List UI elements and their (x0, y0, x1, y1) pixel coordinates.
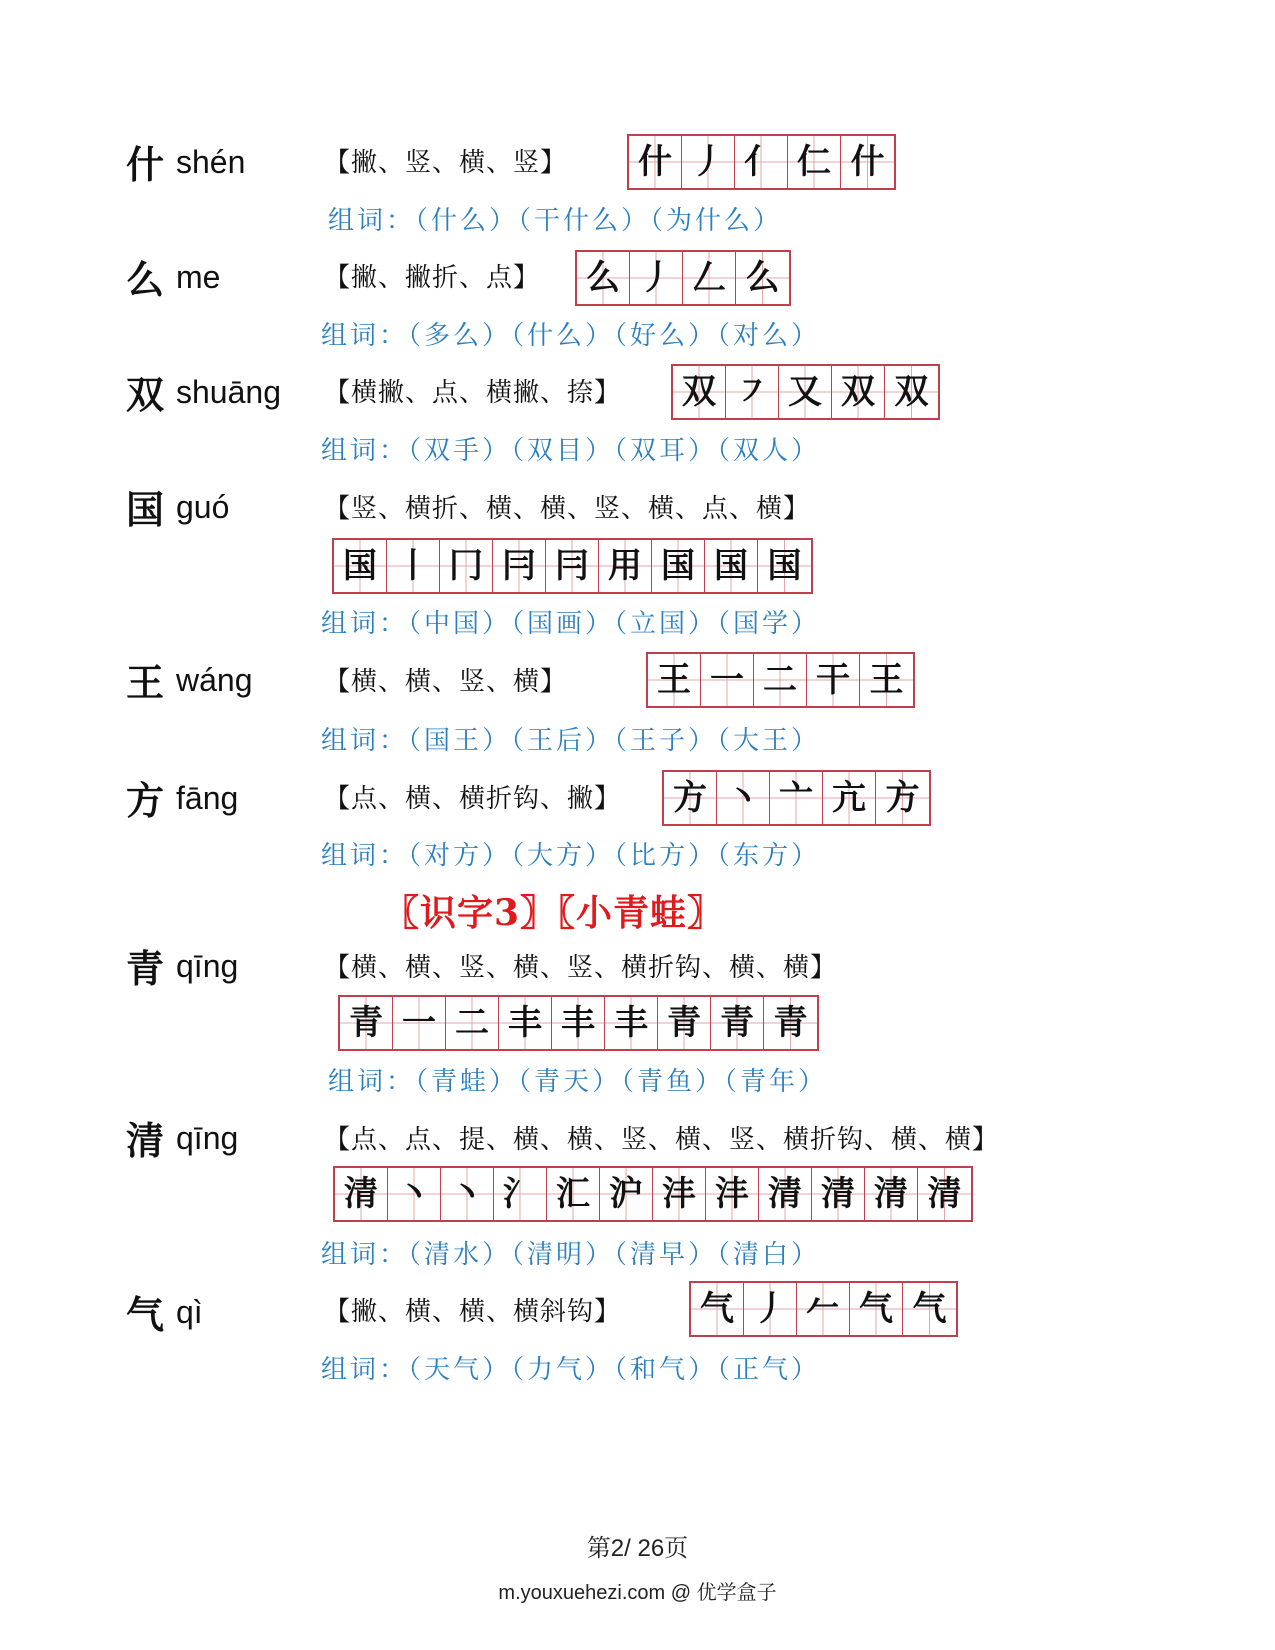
stroke-grid-glyph: 氵 (503, 1174, 537, 1214)
entry-8-char: 清 (126, 1118, 165, 1163)
stroke-grid-glyph: 清 (874, 1174, 908, 1214)
entry-3-char: 双 (126, 372, 165, 417)
stroke-grid-cell (605, 997, 658, 1049)
stroke-grid-glyph: 丰 (614, 1003, 648, 1043)
stroke-grid-glyph: 丿 (639, 258, 673, 298)
entry-4-char: 国 (126, 487, 165, 532)
stroke-grid-glyph: 汇 (556, 1174, 590, 1214)
stroke-grid-cell (340, 997, 393, 1049)
stroke-grid-cell (764, 997, 817, 1049)
entry-3-pinyin: shuāng (176, 374, 281, 410)
stroke-grid-glyph: 丰 (508, 1003, 542, 1043)
stroke-grid-cell (832, 366, 885, 418)
stroke-grid-cell (652, 540, 705, 592)
stroke-grid-glyph: 么 (745, 258, 780, 298)
stroke-grid-cell (648, 654, 701, 706)
stroke-grid-glyph: 什 (638, 142, 672, 182)
stroke-grid-cell (546, 540, 599, 592)
entry-8-pinyin: qīng (176, 1120, 239, 1156)
stroke-grid-cell (744, 1283, 797, 1335)
stroke-grid-glyph: 气 (859, 1289, 893, 1329)
entry-4-stroke-grid (332, 538, 813, 594)
stroke-grid-cell (876, 772, 929, 824)
stroke-grid-cell (807, 654, 860, 706)
stroke-grid-cell (726, 366, 779, 418)
stroke-grid-cell (823, 772, 876, 824)
stroke-grid-cell (705, 540, 758, 592)
entry-6-pinyin: fāng (176, 780, 239, 816)
stroke-grid-cell (599, 540, 652, 592)
entry-2-char: 么 (126, 257, 165, 302)
site-credit: m.youxuehezi.com @ 优学盒子 (498, 1582, 777, 1604)
stroke-grid-cell (918, 1168, 971, 1220)
stroke-grid-glyph: 么 (586, 258, 620, 298)
entry-5-pinyin: wáng (176, 662, 253, 698)
stroke-grid-cell (841, 136, 894, 188)
stroke-grid-glyph: 青 (720, 1003, 754, 1043)
stroke-grid-cell (653, 1168, 706, 1220)
entry-9-stroke-grid (689, 1281, 958, 1337)
stroke-grid-glyph: 丶 (397, 1174, 431, 1214)
entry-3-stroke-grid (671, 364, 940, 420)
stroke-grid-glyph: 二 (763, 660, 797, 700)
entry-3-words: 组词：（双手）（双目）（双耳）（双人） (321, 436, 821, 466)
section-title: 〖识字3〗〖小青蛙〗 (383, 892, 725, 934)
stroke-grid-glyph: 丰 (561, 1003, 595, 1043)
stroke-grid-glyph: 冃 (502, 546, 536, 586)
stroke-grid-glyph: 方 (673, 778, 707, 818)
stroke-grid-cell (683, 252, 736, 304)
stroke-grid-cell (393, 997, 446, 1049)
entry-3-strokes: 【横撇、点、横撇、捺】 (324, 378, 622, 408)
stroke-grid-cell (600, 1168, 653, 1220)
stroke-grid-glyph: 青 (667, 1003, 701, 1043)
stroke-grid-cell (788, 136, 841, 188)
stroke-grid-cell (499, 997, 552, 1049)
stroke-grid-cell (736, 252, 789, 304)
stroke-grid-glyph: 冂 (449, 546, 483, 586)
stroke-grid-cell (664, 772, 717, 824)
stroke-grid-glyph: 沣 (662, 1174, 696, 1214)
entry-2-strokes: 【撇、撇折、点】 (324, 263, 541, 293)
stroke-grid-cell (779, 366, 832, 418)
stroke-grid-cell (446, 997, 499, 1049)
stroke-grid-cell (865, 1168, 918, 1220)
entry-8-stroke-grid (333, 1166, 973, 1222)
stroke-grid-cell (754, 654, 807, 706)
stroke-grid-glyph: 方 (885, 778, 920, 818)
stroke-grid-glyph: 丿 (753, 1289, 787, 1329)
stroke-grid-glyph: 国 (661, 546, 695, 586)
entry-5-char: 王 (126, 660, 165, 705)
stroke-grid-glyph: 丨 (396, 546, 430, 586)
stroke-grid-glyph: 青 (349, 1003, 383, 1043)
stroke-grid-glyph: 用 (608, 546, 642, 586)
stroke-grid-cell (860, 654, 913, 706)
stroke-grid-cell (629, 136, 682, 188)
entry-7-char: 青 (126, 946, 165, 991)
entry-7-stroke-grid (338, 995, 819, 1051)
stroke-grid-cell (759, 1168, 812, 1220)
stroke-grid-glyph: 𠃋 (692, 258, 726, 298)
stroke-grid-glyph: 清 (821, 1174, 855, 1214)
stroke-grid-glyph: 丶 (450, 1174, 484, 1214)
stroke-grid-glyph: 气 (912, 1289, 947, 1329)
stroke-grid-glyph: 沣 (715, 1174, 749, 1214)
entry-9-char: 气 (126, 1292, 165, 1337)
stroke-grid-cell (735, 136, 788, 188)
stroke-grid-glyph: 国 (714, 546, 748, 586)
stroke-grid-glyph: 亠 (779, 778, 813, 818)
entry-4-strokes: 【竖、横折、横、横、竖、横、点、横】 (324, 494, 811, 524)
stroke-grid-glyph: 丶 (726, 778, 760, 818)
entry-4-words: 组词：（中国）（国画）（立国）（国学） (321, 609, 821, 639)
entry-2-words: 组词：（多么）（什么）（好么）（对么） (321, 321, 821, 351)
stroke-grid-glyph: 丿 (691, 142, 725, 182)
stroke-grid-cell (493, 540, 546, 592)
stroke-grid-cell (388, 1168, 441, 1220)
entry-8-strokes: 【点、点、提、横、横、竖、横、竖、横折钩、横、横】 (324, 1125, 1000, 1155)
entry-1-pinyin: shén (176, 144, 246, 180)
stroke-grid-glyph: ㇇ (735, 372, 769, 412)
stroke-grid-glyph: 一 (710, 660, 744, 700)
entry-2-stroke-grid (575, 250, 791, 306)
stroke-grid-cell (658, 997, 711, 1049)
stroke-grid-cell (441, 1168, 494, 1220)
stroke-grid-glyph: 双 (682, 372, 716, 412)
stroke-grid-glyph: 干 (816, 660, 850, 700)
stroke-grid-glyph: 清 (927, 1174, 962, 1214)
entry-1-char: 什 (126, 142, 165, 187)
stroke-grid-glyph: 王 (657, 660, 691, 700)
entry-9-pinyin: qì (176, 1294, 203, 1330)
entry-2-pinyin: me (176, 259, 221, 295)
entry-5-strokes: 【横、横、竖、横】 (324, 667, 568, 697)
entry-5-words: 组词：（国王）（王后）（王子）（大王） (321, 726, 821, 756)
stroke-grid-cell (903, 1283, 956, 1335)
stroke-grid-cell (770, 772, 823, 824)
stroke-grid-glyph: 什 (850, 142, 885, 182)
stroke-grid-glyph: 王 (869, 660, 904, 700)
stroke-grid-glyph: 气 (700, 1289, 734, 1329)
stroke-grid-cell (673, 366, 726, 418)
stroke-grid-glyph: 沪 (609, 1174, 643, 1214)
entry-1-stroke-grid (627, 134, 896, 190)
stroke-grid-glyph: 一 (402, 1003, 436, 1043)
stroke-grid-cell (850, 1283, 903, 1335)
stroke-grid-cell (440, 540, 493, 592)
entry-7-words: 组词：（青蛙）（青天）（青鱼）（青年） (328, 1067, 828, 1097)
stroke-grid-glyph: 双 (841, 372, 875, 412)
entry-4-pinyin: guó (176, 489, 230, 525)
stroke-grid-cell (334, 540, 387, 592)
stroke-grid-cell (577, 252, 630, 304)
entry-8-words: 组词：（清水）（清明）（清早）（清白） (321, 1240, 821, 1270)
stroke-grid-cell (812, 1168, 865, 1220)
stroke-grid-glyph: 亢 (832, 778, 866, 818)
entry-9-words: 组词：（天气）（力气）（和气）（正气） (321, 1355, 821, 1385)
entry-6-char: 方 (126, 778, 165, 823)
stroke-grid-glyph: 二 (455, 1003, 489, 1043)
stroke-grid-cell (552, 997, 605, 1049)
entry-6-stroke-grid (662, 770, 931, 826)
stroke-grid-glyph: 𠂉 (806, 1289, 840, 1329)
stroke-grid-cell (885, 366, 938, 418)
stroke-grid-glyph: 又 (788, 372, 822, 412)
stroke-grid-glyph: 青 (773, 1003, 808, 1043)
entry-6-strokes: 【点、横、横折钩、撇】 (324, 784, 622, 814)
entry-7-pinyin: qīng (176, 948, 239, 984)
stroke-grid-cell (547, 1168, 600, 1220)
stroke-grid-cell (701, 654, 754, 706)
stroke-grid-glyph: 双 (894, 372, 929, 412)
stroke-grid-cell (682, 136, 735, 188)
stroke-grid-cell (711, 997, 764, 1049)
stroke-grid-cell (797, 1283, 850, 1335)
entry-6-words: 组词：（对方）（大方）（比方）（东方） (321, 841, 821, 871)
stroke-grid-cell (387, 540, 440, 592)
stroke-grid-glyph: 冃 (555, 546, 589, 586)
page-number: 第2/ 26页 (586, 1535, 689, 1562)
entry-9-strokes: 【撇、横、横、横斜钩】 (324, 1297, 622, 1327)
entry-1-strokes: 【撇、竖、横、竖】 (324, 148, 568, 178)
stroke-grid-glyph: 清 (768, 1174, 802, 1214)
stroke-grid-glyph: 国 (343, 546, 377, 586)
stroke-grid-cell (494, 1168, 547, 1220)
entry-5-stroke-grid (646, 652, 915, 708)
stroke-grid-cell (630, 252, 683, 304)
stroke-grid-cell (758, 540, 811, 592)
stroke-grid-glyph: 清 (344, 1174, 378, 1214)
stroke-grid-cell (706, 1168, 759, 1220)
stroke-grid-glyph: 亻 (744, 142, 778, 182)
entry-1-words: 组词：（什么）（干什么）（为什么） (328, 206, 783, 236)
stroke-grid-glyph: 国 (767, 546, 802, 586)
stroke-grid-cell (335, 1168, 388, 1220)
stroke-grid-glyph: 仁 (797, 142, 831, 182)
entry-7-strokes: 【横、横、竖、横、竖、横折钩、横、横】 (324, 953, 838, 983)
stroke-grid-cell (691, 1283, 744, 1335)
stroke-grid-cell (717, 772, 770, 824)
